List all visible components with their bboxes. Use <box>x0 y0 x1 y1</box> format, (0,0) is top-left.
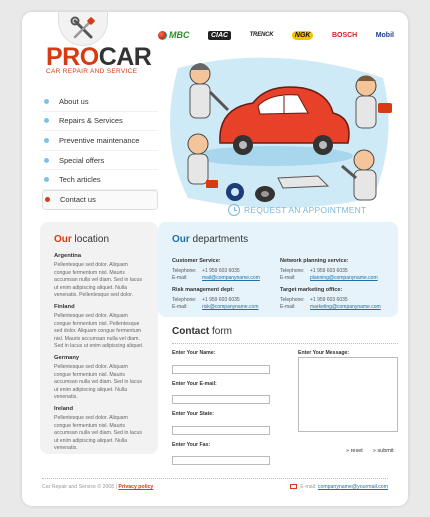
location-name: Finland <box>54 303 75 310</box>
form-actions <box>346 448 394 454</box>
wrench-screwdriver-icon <box>70 16 96 42</box>
departments-title: Our departments <box>172 234 249 245</box>
location-text: Pellentesque sed dolor. Aliquam congue fermentum nisl. Mauris accumsan nulla vel diam. Sed in lacus ut enim adipiscing aliquet. Nulla venenatis. Pellentesque sed dolor. <box>54 262 142 299</box>
contact-form-section <box>172 326 398 472</box>
mechanics-illustration <box>158 48 396 216</box>
divider <box>172 343 398 344</box>
dept-email-link[interactable]: planning@companyname.com <box>310 275 378 281</box>
brand-trenck[interactable]: TRENCK <box>249 32 274 38</box>
dept-email-link[interactable]: risk@companyname.com <box>202 304 259 310</box>
envelope-icon <box>290 484 297 489</box>
contact-title: Contact form <box>172 326 233 337</box>
name-label: Enter Your Name: <box>172 350 216 356</box>
nav-item-repairs[interactable]: Repairs & Services <box>42 112 158 132</box>
footer-copyright: Car Repair and Service © 2008 | Privacy policy <box>42 484 154 490</box>
privacy-policy-link[interactable]: Privacy policy <box>118 484 154 490</box>
logo-badge <box>58 12 108 46</box>
fax-input[interactable] <box>172 456 270 465</box>
location-panel <box>40 222 158 454</box>
logo-tagline: CAR REPAIR AND SERVICE <box>46 68 138 75</box>
brand-ngk[interactable]: NGK <box>292 31 314 40</box>
nav-item-contact[interactable]: Contact us <box>42 190 158 210</box>
bullet-icon <box>44 118 49 123</box>
footer-email-link[interactable]: companyname@yourmail.com <box>317 484 388 490</box>
dept-phone: +1 959 603 6035 <box>310 297 348 303</box>
brand-logos <box>158 26 394 44</box>
email-label: Enter Your E-mail: <box>172 380 217 387</box>
dept-name: Target marketing office: <box>280 287 343 293</box>
footer <box>42 478 388 490</box>
page-container <box>22 12 408 506</box>
message-label: Enter Your Message: <box>298 350 350 356</box>
dept-column-left: Customer Service: Telephone: +1 959 603 6035 E-mail: mail@companyname.com Risk management dept: Telephone: +1 959 603 6035 E-mail: risk@companyname.com <box>172 253 276 311</box>
departments-panel <box>158 222 398 317</box>
location-text: Pellentesque sed dolor. Aliquam congue fermentum nisl. Mauris accumsan nulla vel diam. Sed in lacus ut enim adipiscing aliquet. Nulla venenatis. <box>54 414 142 452</box>
bullet-icon <box>44 138 49 143</box>
email-input[interactable] <box>172 395 270 404</box>
logo-car: CAR <box>98 43 152 71</box>
brand-bosch[interactable]: BOSCH <box>331 31 358 39</box>
dept-email-link[interactable]: mail@companyname.com <box>202 275 260 281</box>
logo-pro: PRO <box>46 43 99 71</box>
dept-name: Network planning service: <box>280 258 349 264</box>
location-text: Pellentesque sed dolor. Aliquam congue fermentum nisl. Mauris accumsan nulla vel diam. Sed in lacus ut enim adipiscing aliquet. Nulla venenatis. <box>54 363 142 401</box>
brand-ciac[interactable]: CIAC <box>208 31 231 40</box>
bullet-icon <box>44 99 49 104</box>
message-textarea[interactable] <box>298 357 398 432</box>
dept-phone: +1 959 603 6035 <box>310 268 348 274</box>
location-name: Ireland <box>54 405 74 412</box>
brand-mbc[interactable]: MBC <box>158 30 190 40</box>
fax-label: Enter Your Fax: <box>172 441 211 448</box>
bullet-icon <box>44 158 49 163</box>
request-appointment-link[interactable]: REQUEST AN APPOINTMENT <box>228 204 366 216</box>
bullet-icon <box>45 197 50 202</box>
mbc-logo-icon <box>158 31 167 40</box>
location-name: Germany <box>54 354 80 361</box>
dept-email-link[interactable]: marketing@companyname.com <box>310 304 381 310</box>
location-title: Our location <box>54 234 110 245</box>
site-logo[interactable] <box>46 45 151 70</box>
submit-button[interactable]: » submit <box>372 448 394 454</box>
nav-item-offers[interactable]: Special offers <box>42 151 158 171</box>
location-name: Argentina <box>54 253 82 259</box>
dept-name: Customer Service: <box>172 258 221 264</box>
dept-phone: +1 959 603 6035 <box>202 297 240 303</box>
clock-icon <box>228 204 240 216</box>
dept-column-right: Network planning service: Telephone: +1 959 603 6035 E-mail: planning@companyname.com Target marketing office: Telephone: +1 959 603 6035 E-mail: marketing@companyname.com <box>280 253 384 311</box>
name-input[interactable] <box>172 365 270 374</box>
nav-item-preventive[interactable]: Preventive maintenance <box>42 131 158 151</box>
dept-name: Risk management dept: <box>172 287 235 293</box>
main-nav <box>42 92 158 210</box>
dept-phone: +1 959 603 6035 <box>202 268 240 274</box>
nav-item-about[interactable]: About us <box>42 92 158 112</box>
footer-contact: E-mail: companyname@yourmail.com <box>290 484 388 490</box>
brand-mobil[interactable]: Mobil <box>375 31 394 39</box>
state-label: Enter Your State: <box>172 411 214 417</box>
nav-item-tech[interactable]: Tech articles <box>42 170 158 190</box>
bullet-icon <box>44 177 49 182</box>
location-text: Pellentesque sed dolor. Aliquam congue fermentum nisl. Pellentesque sed dolor. Aliquam congue fermentum nisl. Mauris accumsan nulla vel diam. Sed in lacus ut enim adipiscing aliquet. <box>54 312 144 350</box>
reset-button[interactable]: » reset <box>346 448 363 454</box>
state-input[interactable] <box>172 426 270 435</box>
